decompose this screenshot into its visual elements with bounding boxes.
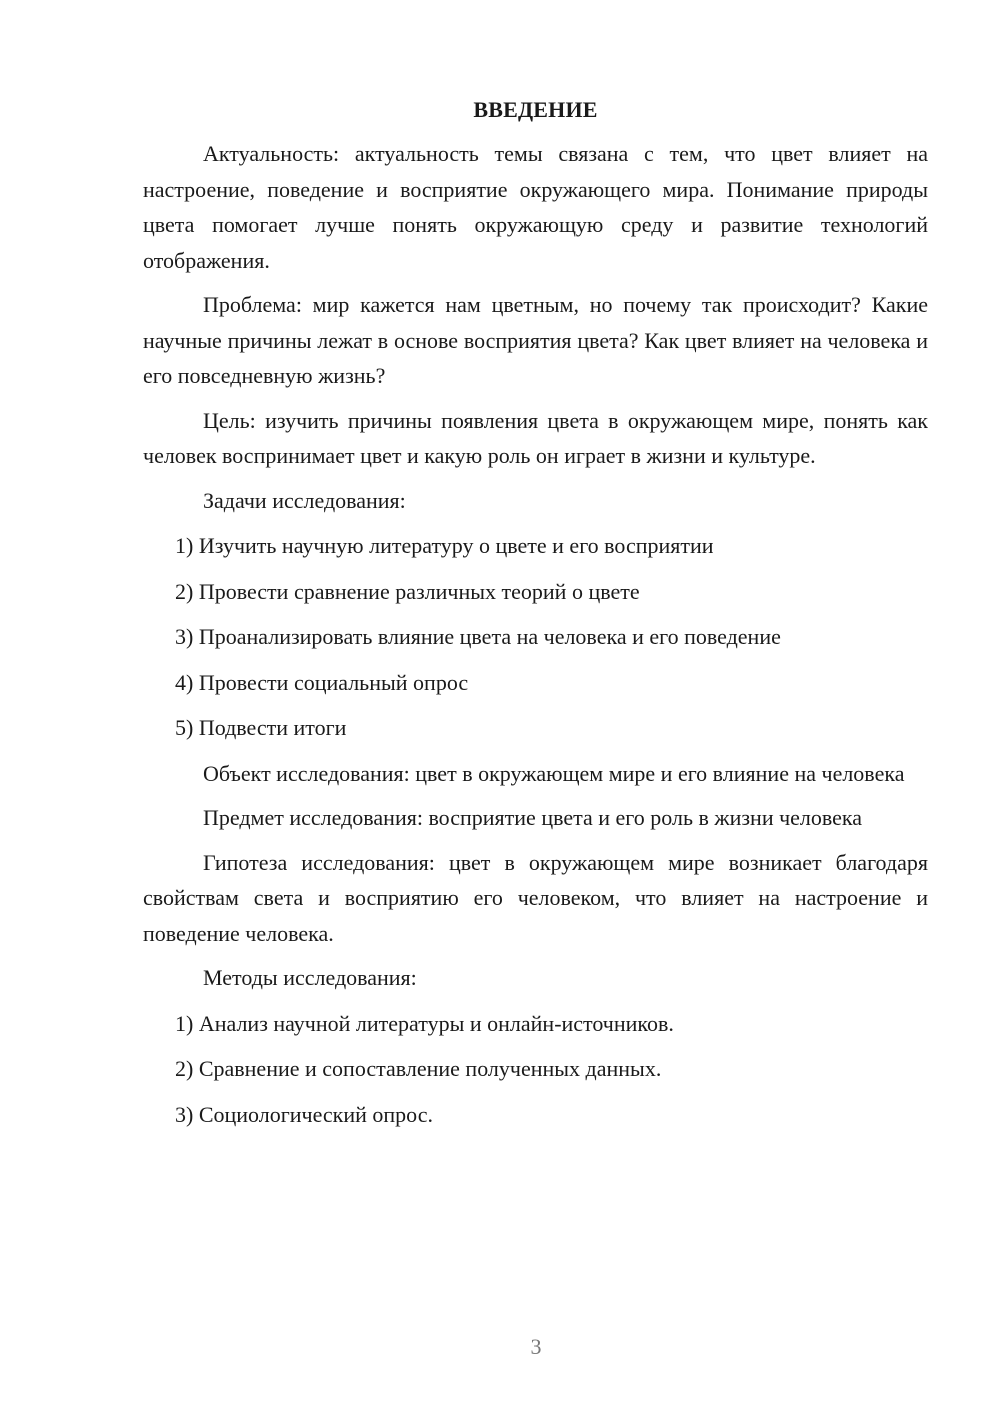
page-content xyxy=(143,92,928,1142)
method-item: 3) Социологический опрос. xyxy=(175,1101,433,1127)
task-item: 1) Изучить научную литературу о цвете и его восприятии xyxy=(175,533,714,558)
task-item: 2) Провести сравнение различных теорий о цвете xyxy=(175,578,640,604)
problem-paragraph: Проблема: мир кажется нам цветным, но почему так происходит? Какие научные причины лежат в основе восприятия цвета? Как цвет влияет на человека и его повседневную жизнь? xyxy=(143,292,928,388)
relevance-paragraph: Актуальность: актуальность темы связана с тем, что цвет влияет на настроение, поведение и восприятие окружающего мира. Понимание природы цвета помогает лучше понять окружающую среду и развитие технологий отображения. xyxy=(143,141,928,273)
method-item: 2) Сравнение и сопоставление полученных данных. xyxy=(175,1056,662,1081)
subject-paragraph: Предмет исследования: восприятие цвета и его роль в жизни человека xyxy=(203,805,863,830)
section-title: ВВЕДЕНИЕ xyxy=(473,97,598,122)
methods-list xyxy=(143,1006,928,1133)
goal-paragraph: Цель: изучить причины появления цвета в окружающем мире, понять как человек воспринимает цвет и какую роль он играет в жизни и культуре. xyxy=(143,407,928,468)
method-item: 1) Анализ научной литературы и онлайн-источников. xyxy=(175,1010,674,1036)
task-item: 4) Провести социальный опрос xyxy=(175,669,469,695)
hypothesis-paragraph: Гипотеза исследования: цвет в окружающем мире возникает благодаря свойствам света и восприятию его человеком, что влияет на настроение и поведение человека. xyxy=(143,849,928,946)
object-paragraph: Объект исследования: цвет в окружающем мире и его влияние на человека xyxy=(203,760,905,786)
page-number: 3 xyxy=(530,1334,542,1359)
tasks-list xyxy=(143,528,928,746)
methods-heading: Методы исследования: xyxy=(203,965,417,990)
tasks-heading: Задачи исследования: xyxy=(203,487,406,513)
task-item: 5) Подвести итоги xyxy=(175,715,347,740)
task-item: 3) Проанализировать влияние цвета на человека и его поведение xyxy=(175,624,781,649)
